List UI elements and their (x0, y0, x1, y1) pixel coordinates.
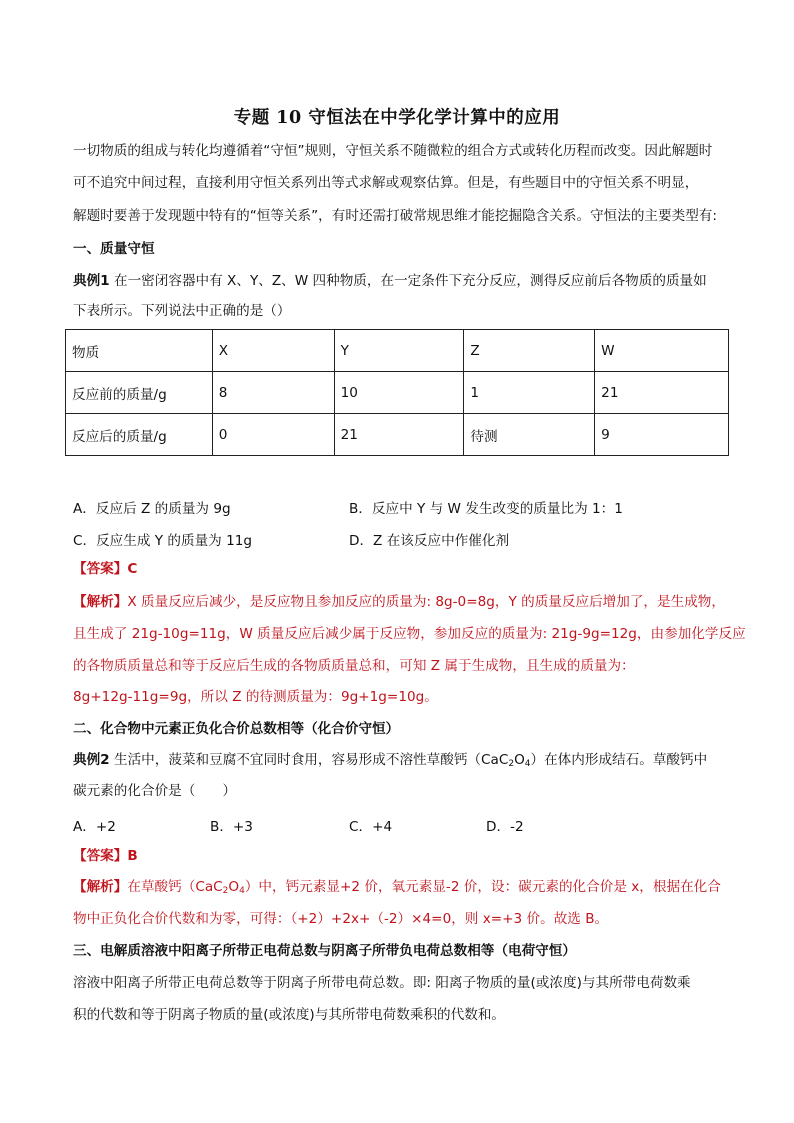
example1-label: 典例1 (73, 273, 110, 289)
page-title: 专题 10 守恒法在中学化学计算中的应用 (233, 108, 561, 128)
example2-text: O (514, 752, 525, 768)
subscript: 2 (222, 886, 229, 896)
analysis-2-tag: 【解析】 (73, 879, 128, 895)
section3-line: 溶液中阳离子所带正电荷总数等于阴离子所带电荷总数。即: 阳离子物质的量(或浓度)与其所带电荷数乘 (73, 975, 691, 991)
table-cell: 待测 (464, 414, 595, 456)
section3-line: 积的代数和等于阴离子物质的量(或浓度)与其所带电荷数乘积的代数和。 (73, 1007, 506, 1023)
mass-table (65, 329, 729, 456)
example2-line: 碳元素的化合价是（ ） (73, 783, 237, 799)
subscript: 2 (508, 759, 515, 769)
section2-heading: 二、化合物中元素正负化合价总数相等（化合价守恒） (73, 721, 400, 737)
intro-line: 一切物质的组成与转化均遵循着“守恒”规则，守恒关系不随微粒的组合方式或转化历程而改变。因此解题时 (73, 143, 713, 159)
table-cell: 21 (334, 414, 464, 456)
table-cell: 0 (212, 414, 334, 456)
option-a: A．反应后 Z 的质量为 9g (73, 501, 231, 517)
analysis-1-line (73, 588, 728, 616)
answer-1: 【答案】C (73, 561, 138, 577)
example2-line (73, 746, 728, 778)
example1-line: 下表所示。下列说法中正确的是（） (73, 303, 291, 319)
example2-text: 生活中，菠菜和豆腐不宜同时食用，容易形成不溶性草酸钙（CaC (109, 752, 509, 768)
table-cell: 21 (595, 372, 729, 414)
analysis-1-line: 的各物质质量总和等于反应后生成的各物质质量总和，可知 Z 属于生成物，且生成的质量为： (73, 658, 635, 674)
section3-heading: 三、电解质溶液中阳离子所带正电荷总数与阴离子所带负电荷总数相等（电荷守恒） (73, 943, 576, 959)
option-d: D．Z 在该反应中作催化剂 (349, 533, 510, 549)
table-cell: 9 (595, 414, 729, 456)
option-c: C．反应生成 Y 的质量为 11g (73, 533, 253, 549)
table-cell: W (595, 330, 729, 372)
example2-label: 典例2 (73, 752, 110, 768)
table-cell: 反应后的质量/g (66, 414, 213, 456)
analysis-2-text: ）中，钙元素显+2 价，氧元素显-2 价，设：碳元素的化合价是 x，根据在化合 (244, 879, 721, 895)
table-cell: 物质 (66, 330, 213, 372)
analysis-2-text: O (228, 879, 240, 895)
subscript: 4 (524, 759, 531, 769)
analysis-2-text: 在草酸钙（CaC (127, 879, 223, 895)
subscript: 4 (239, 886, 245, 896)
example1-line (73, 267, 728, 295)
example1-text: 在一密闭容器中有 X、Y、Z、W 四种物质，在一定条件下充分反应，测得反应前后各物质的质量如 (109, 273, 707, 289)
table-cell: 反应前的质量/g (66, 372, 213, 414)
analysis-1-line: 且生成了 21g-10g=11g，W 质量反应后减少属于反应物，参加反应的质量为: 21g-9g=12g，由参加化学反应 (73, 626, 746, 642)
option-d: D．-2 (486, 819, 524, 835)
analysis-2-line: 物中正负化合价代数和为零，可得：（+2）+2x+（-2）×4=0，则 x=+3 价。故选 B。 (73, 911, 609, 927)
table-cell: X (212, 330, 334, 372)
table-cell: Z (464, 330, 595, 372)
option-b: B．+3 (210, 819, 253, 835)
analysis-1-tag: 【解析】 (73, 594, 128, 610)
table-cell: Y (334, 330, 464, 372)
option-b: B．反应中 Y 与 W 发生改变的质量比为 1：1 (349, 501, 623, 517)
table-header-row (66, 330, 729, 372)
option-c: C．+4 (349, 819, 393, 835)
table-row (66, 414, 729, 456)
table-row (66, 372, 729, 414)
analysis-1-line: 8g+12g-11g=9g，所以 Z 的待测质量为：9g+1g=10g。 (73, 689, 438, 705)
answer-2: 【答案】B (73, 848, 138, 864)
table-cell: 8 (212, 372, 334, 414)
intro-line: 解题时要善于发现题中特有的“恒等关系”，有时还需打破常规思维才能挖掘隐含关系。守恒法的主要类型有: (73, 208, 717, 224)
table-cell: 10 (334, 372, 464, 414)
section1-heading: 一、质量守恒 (73, 241, 155, 257)
table-cell: 1 (464, 372, 595, 414)
option-a: A．+2 (73, 819, 116, 835)
analysis-1-text: X 质量反应后减少，是反应物且参加反应的质量为: 8g-0=8g，Y 的质量反应后增加了，是生成物， (127, 594, 725, 610)
analysis-2-line (73, 873, 728, 905)
intro-line: 可不追究中间过程，直接利用守恒关系列出等式求解或观察估算。但是，有些题目中的守恒关系不明显， (73, 175, 699, 191)
example2-text: ）在体内形成结石。草酸钙中 (530, 752, 708, 768)
